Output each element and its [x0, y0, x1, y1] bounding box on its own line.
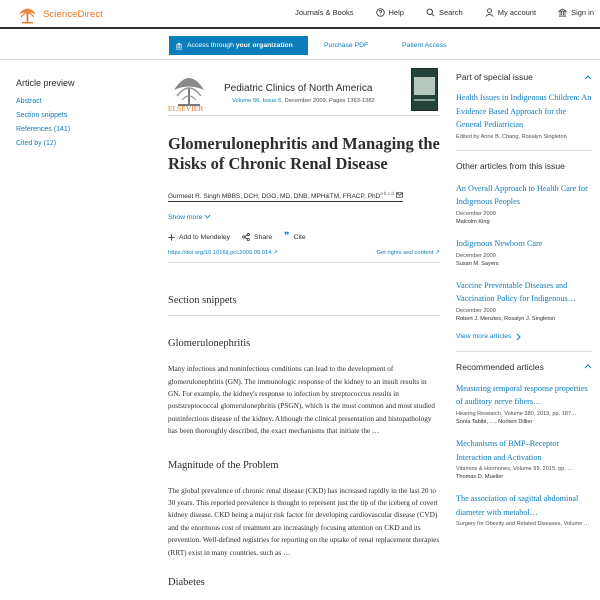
article-date: December 2009	[456, 210, 496, 217]
article-main	[168, 66, 440, 588]
nav-abstract-link[interactable]: Abstract	[16, 98, 42, 105]
other-article-link[interactable]: An Overall Approach to Health Care for Indigenous Peoples	[456, 183, 588, 207]
journal-header	[168, 66, 440, 116]
sign-in-label: Sign in	[571, 8, 594, 17]
article-author: Susan M. Sayers	[456, 260, 499, 267]
article-source: Hearing Research, Volume 380, 2019, pp. 187…	[456, 410, 577, 417]
nav-references-link[interactable]: References (141)	[16, 126, 71, 133]
list-item	[456, 437, 592, 480]
help-link[interactable]	[376, 8, 404, 17]
my-account-link[interactable]	[485, 8, 536, 17]
section-heading: Glomerulonephritis	[168, 338, 251, 350]
article-date: December 2009	[456, 252, 496, 259]
article-preview-nav	[16, 78, 136, 154]
list-item	[456, 182, 592, 225]
help-icon	[376, 8, 385, 17]
other-article-link[interactable]: Indigenous Newborn Care	[456, 238, 543, 248]
list-item	[456, 279, 592, 322]
view-more-articles-link[interactable]	[456, 333, 592, 341]
person-icon	[485, 8, 494, 17]
list-item	[456, 492, 592, 527]
article-author: Malcolm King	[456, 218, 490, 225]
top-nav	[295, 8, 594, 17]
cover-band	[414, 77, 435, 95]
get-rights-link[interactable]	[376, 250, 440, 256]
chevron-down-icon	[204, 214, 211, 219]
patient-access-link[interactable]: Patient Access	[402, 42, 447, 49]
nav-cited-by-link[interactable]: Cited by (12)	[16, 140, 57, 147]
journals-books-link[interactable]	[295, 8, 353, 17]
sciencedirect-logo[interactable]	[16, 5, 103, 24]
access-bold: your organization	[235, 42, 293, 49]
share-button[interactable]	[242, 233, 272, 241]
elsevier-logo-icon[interactable]	[168, 68, 210, 110]
article-author: Sonia Tabibi, …, Norbert Dillier	[456, 418, 533, 425]
access-through-organization-button[interactable]	[169, 36, 308, 55]
journals-books-label: Journals & Books	[295, 8, 354, 17]
mendeley-label: Add to Mendeley	[179, 233, 231, 241]
other-articles-header	[456, 161, 592, 171]
article-source: Surgery for Obesity and Related Diseases, Volume …	[456, 521, 590, 528]
article-source: Vitamins & Hormones, Volume 99, 2015, pp. …	[456, 466, 574, 473]
doi-row	[168, 250, 440, 263]
chevron-up-icon	[584, 364, 592, 369]
chevron-up-icon	[584, 75, 592, 80]
recommended-heading: Recommended articles	[456, 361, 544, 372]
article-author: Thomas D. Mueller	[456, 474, 504, 481]
special-issue-editors: Edited by Anne B. Chang, Rosalyn Singleton	[456, 133, 567, 140]
elsevier-wordmark: ELSEVIER	[168, 105, 204, 113]
recommended-article-link[interactable]: Mechanisms of BMP–Receptor Interaction and Activation	[456, 438, 560, 462]
journal-meta	[232, 98, 375, 104]
nav-section-snippets-link[interactable]: Section snippets	[16, 112, 68, 119]
access-button-label	[187, 42, 293, 49]
section-snippet-text: Many infectious and noninfectious conditions can lead to the development of glomerulonephritis (GN). The immunologic response of the kidney to an insult results in GN. For example, the kidney's response to infection by streptococcus results in poststreptococcal glomerulonephritis (PSGN), which is the most common and most studied postinfectious disease of the kidney. Although the clinical presentation and histopathology has been thoroughly described, the exact mechanisms that initiate the …	[168, 364, 435, 436]
volume-issue-link[interactable]: Volume 56, Issue 6	[232, 98, 282, 104]
rights-text: Get rights and content	[376, 250, 434, 257]
show-more-button[interactable]	[168, 214, 440, 221]
access-bar	[0, 31, 600, 60]
author-link[interactable]	[168, 191, 403, 202]
purchase-pdf-link[interactable]: Purchase PDF	[324, 42, 369, 49]
section-heading: Magnitude of the Problem	[168, 459, 279, 471]
access-prefix: Access through	[187, 42, 236, 49]
search-link[interactable]	[426, 8, 463, 17]
divider	[456, 351, 592, 352]
doi-link[interactable]	[168, 250, 278, 256]
show-more-label: Show more	[168, 214, 203, 222]
external-link-icon: ↗	[273, 250, 278, 257]
chevron-right-icon	[516, 333, 521, 341]
list-item	[456, 237, 592, 267]
section-heading: Diabetes	[168, 577, 205, 589]
right-sidebar	[456, 72, 592, 527]
add-to-mendeley-button[interactable]	[168, 234, 230, 241]
other-article-link[interactable]: Vaccine Preventable Diseases and Vaccination Policy for Indigenous…	[456, 280, 576, 304]
logo-text: ScienceDirect	[43, 9, 103, 20]
cover-strip	[414, 99, 435, 101]
list-item	[456, 382, 592, 425]
help-label: Help	[388, 8, 404, 17]
article-title: Glomerulonephritis and Managing the Risks of Chronic Renal Disease	[168, 134, 440, 173]
share-label: Share	[254, 233, 273, 241]
journal-meta-rest: , December 2009, Pages 1363-1382	[281, 98, 375, 104]
recommended-header[interactable]	[456, 362, 592, 372]
article-date: December 2009	[456, 307, 496, 314]
cite-button[interactable]	[284, 233, 305, 241]
doi-text: https://doi.org/10.1016/j.pcl.2009.09.014	[168, 250, 272, 257]
other-articles-heading: Other articles from this issue	[456, 160, 565, 171]
search-label: Search	[438, 8, 463, 17]
institution-icon	[558, 8, 567, 17]
search-icon	[426, 8, 435, 17]
special-issue-heading: Part of special issue	[456, 72, 533, 82]
institution-icon	[175, 42, 183, 50]
external-link-icon: ↗	[435, 250, 440, 257]
divider	[456, 150, 592, 151]
plus-icon	[168, 234, 175, 241]
article-actions	[168, 233, 440, 241]
email-icon	[396, 192, 403, 198]
journal-title-link[interactable]: Pediatric Clinics of North America	[224, 83, 373, 94]
elsevier-tree-icon	[16, 5, 39, 24]
share-icon	[242, 233, 250, 241]
sign-in-link[interactable]	[558, 8, 594, 17]
view-more-label: View more articles	[456, 333, 512, 341]
recommended-article-link[interactable]: Measuring temporal response properties of auditory nerve fibers…	[456, 383, 588, 407]
quote-icon: ❞	[284, 231, 290, 243]
special-issue-header[interactable]	[456, 72, 592, 82]
section-snippet-text: The global prevalence of chronic renal disease (CKD) has increased rapidly in the last 20 to 30 years. This reported prevalence is thought to represent just the tip of the iceberg of covert kidney disease. CKD being a major risk factor for developing cardiovascular disease (CVD) and the enormous cost of treatment are increasingly focusing attention on CKD and its prevention. Well-defined registries for reporting on the uptake of renal replacement therapies (RRT) exist in many countries, such as …	[168, 485, 440, 557]
author-affiliations: a b c d	[380, 191, 394, 196]
article-author: Robert J. Menzies, Rosalyn J. Singleton	[456, 315, 556, 322]
article-preview-heading: Article preview	[16, 78, 75, 88]
top-header	[0, 0, 600, 29]
special-issue-title-link[interactable]: Health Issues in Indigenous Children: An Evidence Based Approach for the General Pediatrician	[456, 93, 592, 130]
author-name: Gurmeet R. Singh MBBS, DCH, DGO, MD, DNB, MPH&TM, FRACP, PhD	[168, 193, 381, 201]
recommended-article-link[interactable]: The association of sagittal abdominal diameter with metabol…	[456, 494, 579, 517]
my-account-label: My account	[497, 8, 537, 17]
section-snippets-heading: Section snippets	[168, 295, 440, 316]
journal-cover-image[interactable]	[411, 68, 438, 111]
cite-label: Cite	[293, 233, 306, 241]
